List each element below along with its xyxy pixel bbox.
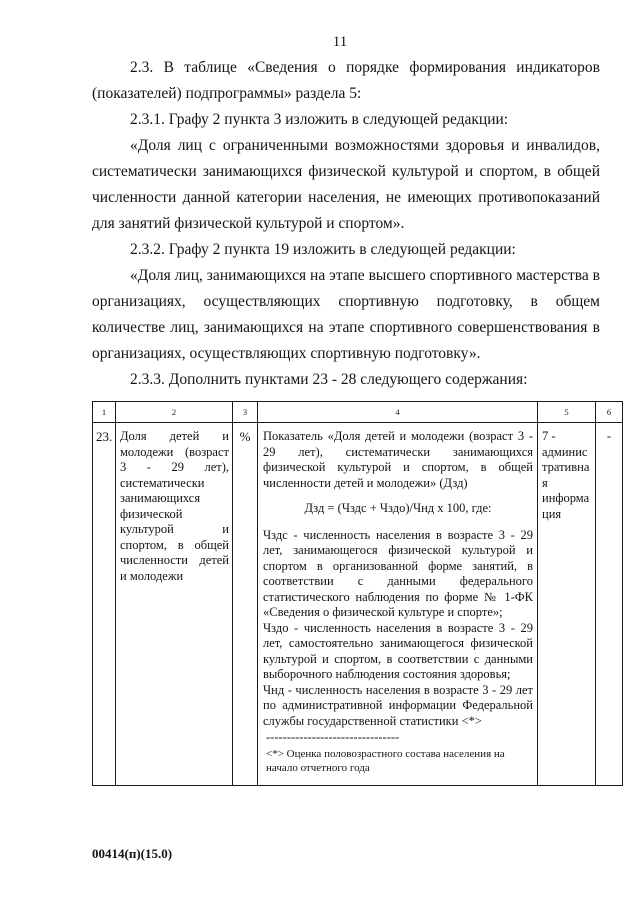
document-body bbox=[92, 55, 622, 786]
paragraph-section-2-3-3: 2.3.3. Дополнить пунктами 23 - 28 следующего содержания: bbox=[130, 371, 528, 388]
paragraph-section-2-3-2: 2.3.2. Графу 2 пункта 19 изложить в следующей редакции: bbox=[130, 241, 516, 258]
page-number: 11 bbox=[332, 34, 348, 50]
indicators-table bbox=[92, 401, 623, 786]
table-header-row bbox=[93, 402, 623, 423]
paragraph-section-2-3-1: 2.3.1. Графу 2 пункта 3 изложить в следующей редакции: bbox=[130, 111, 509, 128]
method-definition-chzds: Чздс - численность населения в возрасте 3 - 29 лет, занимающегося физической культурой и спортом в организованной форме занятий, в соответствии с данными федерального статистического наблюдения по форме № 1-ФК «Сведения о физической культуре и спорте»; bbox=[263, 527, 533, 619]
cell-unit: % bbox=[233, 423, 258, 786]
paragraph-quote-item-3: «Доля лиц с ограниченными возможностями здоровья и инвалидов, систематически занимающихся физической культурой и спортом, в общей численности данной категории населения, не имеющих противопоказаний для занятий физической культурой и спортом». bbox=[92, 137, 600, 232]
table-header-cell-4: 4 bbox=[258, 402, 538, 423]
paragraph-quote-item-19: «Доля лиц, занимающихся на этапе высшего спортивного мастерства в организациях, осуществляющих спортивную подготовку, в общем количестве лиц, занимающихся на этапе спортивного совершенствования в организациях, осуществляющих спортивную подготовку». bbox=[92, 267, 600, 362]
method-definition-chzdo: Чздо - численность населения в возрасте 3 - 29 лет, самостоятельно занимающегося физической культурой и спортом, в соответствии с данными выборочного наблюдения состояния здоровья; bbox=[263, 620, 533, 681]
table-header-cell-2: 2 bbox=[116, 402, 233, 423]
table-row bbox=[93, 423, 623, 786]
cell-data-source: 7 - административная информация bbox=[538, 423, 596, 786]
table-header-cell-6: 6 bbox=[596, 402, 623, 423]
table-header-cell-5: 5 bbox=[538, 402, 596, 423]
cell-note: - bbox=[596, 423, 623, 786]
cell-number: 23. bbox=[93, 423, 116, 786]
method-definition-chnd: Чнд - численность населения в возрасте 3 - 29 лет по административной информации Федеральной службы государственной статистики <*> bbox=[263, 682, 533, 728]
document-footer-code: 00414(п)(15.0) bbox=[92, 846, 173, 861]
cell-indicator-name: Доля детей и молодежи (возраст 3 - 29 лет), систематически занимающихся физической культурой и спортом, в общей численности детей и молодежи bbox=[116, 423, 233, 786]
method-formula: Дзд = (Чздс + Чздо)/Чнд х 100, где: bbox=[304, 501, 492, 515]
paragraph-section-2-3: 2.3. В таблице «Сведения о порядке формирования индикаторов (показателей) подпрограммы» раздела 5: bbox=[92, 59, 600, 102]
cell-calculation-method bbox=[258, 423, 538, 786]
table-header-cell-1: 1 bbox=[93, 402, 116, 423]
table-header-cell-3: 3 bbox=[233, 402, 258, 423]
footnote-separator: -------------------------------- bbox=[266, 730, 400, 744]
footnote: <*> Оценка половозрастного состава населения на начало отчетного года bbox=[266, 748, 505, 774]
method-intro: Показатель «Доля детей и молодежи (возраст 3 - 29 лет), систематически занимающихся физической культурой и спортом, в общей численности детей и молодежи» (Дзд) bbox=[263, 429, 533, 490]
